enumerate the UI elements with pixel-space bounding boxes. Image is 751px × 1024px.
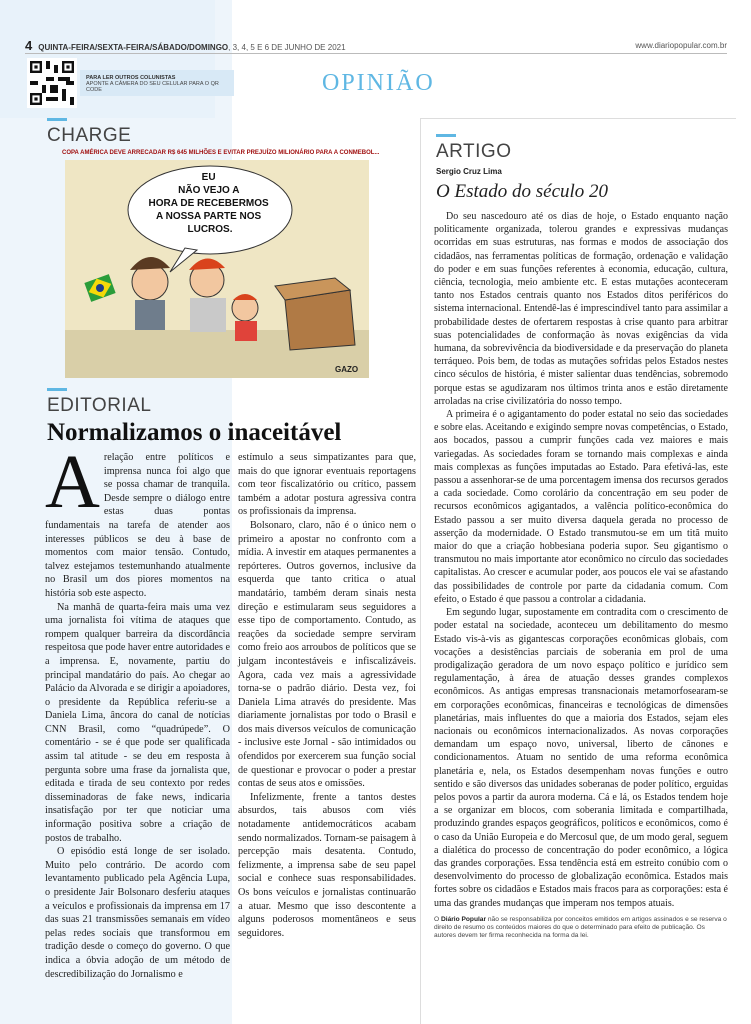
qr-title: PARA LER OUTROS COLUNISTAS (86, 75, 176, 81)
accent-bar (47, 388, 67, 391)
qr-info (80, 70, 234, 96)
editorial-column-2 (238, 451, 416, 940)
cartoon-signature: GAZO (335, 365, 359, 374)
disclaimer-prefix: O (434, 915, 441, 923)
bubble-line: HORA DE RECEBERMOS (148, 198, 269, 209)
paragraph: Infelizmente, frente a tantos destes absurdos, tais abusos com viés notadamente antidemocráticos acabam sendo normalizados. Tornam-se paisagem à percepção mais desatenta. Contudo, felizmente, a imprensa sabe de seu papel social e conhece suas responsabilidades. Os bons veículos e jornalistas continuarão a atuar. Mesmo que isso descontente a alguns poderosos momentâneos e seus seguidores. (238, 791, 416, 939)
bubble-line: A NOSSA PARTE NOS (156, 211, 262, 222)
qr-code[interactable] (27, 58, 77, 108)
qr-subtitle: APONTE A CÂMERA DO SEU CELULAR PARA O QR CODE (86, 81, 219, 93)
page-number: 4 (25, 38, 33, 53)
charge-label: CHARGE (47, 125, 132, 146)
editorial-heading (47, 388, 151, 417)
paragraph: A primeira é o agigantamento do poder estatal no seio das sociedades e sobre elas. Aceitando e exigindo sempre novas competências, o Estado, aos bocados, passou a cumprir funções cada vez maiores e mais variegadas. As sociedades foram se tornando mais complexas e ainda mais complexas as funções imputadas ao Estado. Para efetivá-las, este passou a assenhorar-se de uma porcentagem imensa dos recursos gerados a cada sociedade. Como corolário da concentração em seu poder de recursos econômicos agigantados, a valência político-econômica do Estado passou a ser muito diversa daquela gerada no processo de asserção da modernidade. O Estado transmutou-se em um titã muito maior do que a criação hobbesiana poderia supor. Seu gigantismo o transmutou no mais importante ator econômico no círculo das sociedades capitalistas. Ao crescer e acumular poder, aos poucos ele vai se afastando das possibilidades de controle por parte da cidadania comum. Com efeito, o Estado é que passou a controlar a cidadania. (434, 409, 728, 605)
paragraph: O episódio está longe de ser isolado. Muito pelo contrário. De acordo com levantamento publicado pela Agência Lupa, o presidente Jair Bolsonaro desferiu ataques a veículos e profissionais da imprensa em 17 das suas 21 transmissões semanais em vídeo pelas redes sociais que transformou em tradição desde o começo do governo. O que indica a óbvia adoção de um método de descredibilização do Jornalismo e (45, 846, 230, 980)
article-label: ARTIGO (436, 141, 512, 162)
article-author: Sergio Cruz Lima (436, 167, 502, 176)
bubble-line: LUCROS. (187, 224, 233, 235)
article-heading (436, 134, 512, 163)
charge-caption: COPA AMÉRICA DEVE ARRECADAR R$ 645 MILHÕES E EVITAR PREJUÍZO MILIONÁRIO PARA A CONMEBOL... (62, 150, 380, 156)
editorial-title: Normalizamos o inaceitável (47, 419, 342, 446)
site-url[interactable]: www.diariopopular.com.br (635, 41, 727, 50)
paragraph: Do seu nascedouro até os dias de hoje, o Estado enquanto nação politicamente organizada, tolerou grandes e expressivas mudanças ocorridas em suas estruturas, nas formas e modos de associação dos cidadãos, nas ferramentas políticas de formação, ordenação e validação do poder e em suas funções referentes à economia, educação, cultura, ciência, tecnologia, meio ambiente etc. E estas mutações aconteceram tanto nos Estados centrais quanto nos Estados ditos periféricos do sistema internacional. Entendê-las é imprescindível tanto para assimilar a probabilidade destes de ofertarem respostas à crise quanto para arbitrar suas potencialidades de conformação às novas exigências da vida humana, da sobrevivência da biodiversidade e da preservação do planeta terráqueo. Pois bem, de todas as mutações sofridas pelos Estados nestes cinco séculos de história, é mister salientar duas tendências, sobremodo porque estas se agudizaram nos últimos trinta anos e estão diretamente arroladas na crise civilizatória do nosso tempo. (434, 211, 728, 407)
paragraph (45, 440, 230, 601)
article-flow (434, 210, 728, 940)
accent-bar (436, 134, 456, 137)
header-date: , 3, 4, 5 E 6 DE JUNHO DE 2021 (228, 43, 346, 52)
paragraph: Em segundo lugar, supostamente em contradita com o crescimento de poder estatal na sociedade, aconteceu um debilitamento do mesmo Estado vis-à-vis as gigantescas corporações econômicas globais, com vocações a desistências parciais de soberania em prol de uma prodigalização geradora de um novo espaço político e jurídico sem regulamentação, à área de atuação desses grandes complexos econômicos. As antigas empresas transnacionais metamorfosearam-se em corporações econômicas, financeiras e tecnológicas de dimensões planetárias, mais influentes do que a maioria dos Estados, sejam eles nacionais ou econômicos internacionalizados. As novas corporações demandam um espaço novo, universal, liberto de cânones e condicionamentos. Atuam no sentido de uma reforma econômica planetária e, nela, os Estados desempenham novas funções e outro sentido e são diversos das unidades soberanas de poder político, erguidas pelos povos a partir da aurora moderna. Cá e lá, os Estados tendem hoje a se organizar em blocos, com soberania limitada e compartilhada, produzindo grandes espaços geográficos, políticos e econômicos, como é o caso da União Europeia e do Mercosul que, de um modo geral, seguem a dialética do processo de concentração do poder econômico, a lógica das grandes corporações. Essa tendência está em estreito conúbio com o desenvolvimento do processo de globalização econômica. Estados mais fortes sobre os cidadãos e Estados mais fracos para as corporações: esta é uma das grandes mudanças que imperam nos tempos atuais. (434, 607, 728, 909)
drop-cap: A (45, 440, 100, 524)
brand-name: Diário Popular (440, 915, 487, 923)
header-days: QUINTA-FEIRA/SEXTA-FEIRA/SÁBADO/DOMINGO (38, 43, 229, 52)
disclaimer (434, 916, 728, 940)
paragraph: estímulo a seus simpatizantes para que, mais do que ignorar eventuais reportagens com teor fiscalizatório ou crítico, passem também a adotar postura agressiva contra os profissionais da imprensa. (238, 452, 416, 518)
article-body (434, 210, 728, 910)
paragraph-text: relação entre políticos e imprensa nunca foi algo que se possa chamar de tranquila. Desde sempre o diálogo entre estas duas pontas fundamentais na tarefa de atender aos interesses públicos se deu à base de momentos com maior tensão. Contudo, talvez estejamos testemunhando atualmente no Brasil um dos piores momentos na história sob este aspecto. (45, 452, 230, 599)
section-title: OPINIÃO (322, 70, 435, 96)
charge-heading (47, 118, 131, 147)
page-header (25, 38, 727, 54)
bubble-line: EU (201, 172, 216, 183)
editorial-column-1 (45, 440, 230, 981)
bubble-line: NÃO VEJO A (178, 185, 240, 196)
article-title: O Estado do século 20 (436, 181, 609, 202)
cartoon-image (65, 160, 369, 378)
accent-bar (47, 118, 67, 121)
paragraph: Bolsonaro, claro, não é o único nem o primeiro a apostar no confronto com a mídia. A investir em ataques permanentes a repórteres. Outros governos, inclusive da esquerda que tanto critica o atual mandatário, também deram sinais nesta direção e estimularam seus seguidores a esse tipo de comportamento. Contudo, as reações da sociedade sempre serviram como freio aos arroubos de políticos que se julgam incontestáveis e infiscalizáveis. Agora, cada vez mais a agressividade torna-se o padrão diário. Desta vez, foi Daniela Lima através do presidente. Mas diariamente jornalistas por todo o Brasil e dos mais diversos veículos de comunicação - inclusive este Jornal - são intimidados ou ofendidos por exercerem sua função social de questionar e provocar o poder a prestar contas de seus atos e omissões. (238, 519, 416, 790)
paragraph: Na manhã de quarta-feira mais uma vez uma jornalista foi vítima de ataques que rompem qualquer barreira da discordância respeitosa que pode haver entre autoridades e a imprensa. E, novamente, partiu do principal mandatário do país. Ao chegar ao Palácio da Alvorada e se dirigir a apoiadores, o presidente da República referiu-se a Daniela Lima, âncora do canal de notícias CNN Brasil, como “quadrúpede”. O comentário - se é que pode ser qualificada assim tal atitude - se deu em resposta à pergunta sobre uma frase da jornalista que, editada e tirada de seu contexto por redes disseminadoras de fake news, indicaria insatisfação por ter que noticiar uma informação positiva sobre a criação de postos de trabalho. (45, 601, 230, 844)
editorial-label: EDITORIAL (47, 395, 152, 416)
disclaimer-text: não se responsabiliza por conceitos emitidos em artigos assinados e se reserva o direito de resumo os conteúdos maiores do que o determinado para efeito de publicação. Os autores devem ter firma reconhecida na forma da lei. (434, 915, 727, 939)
